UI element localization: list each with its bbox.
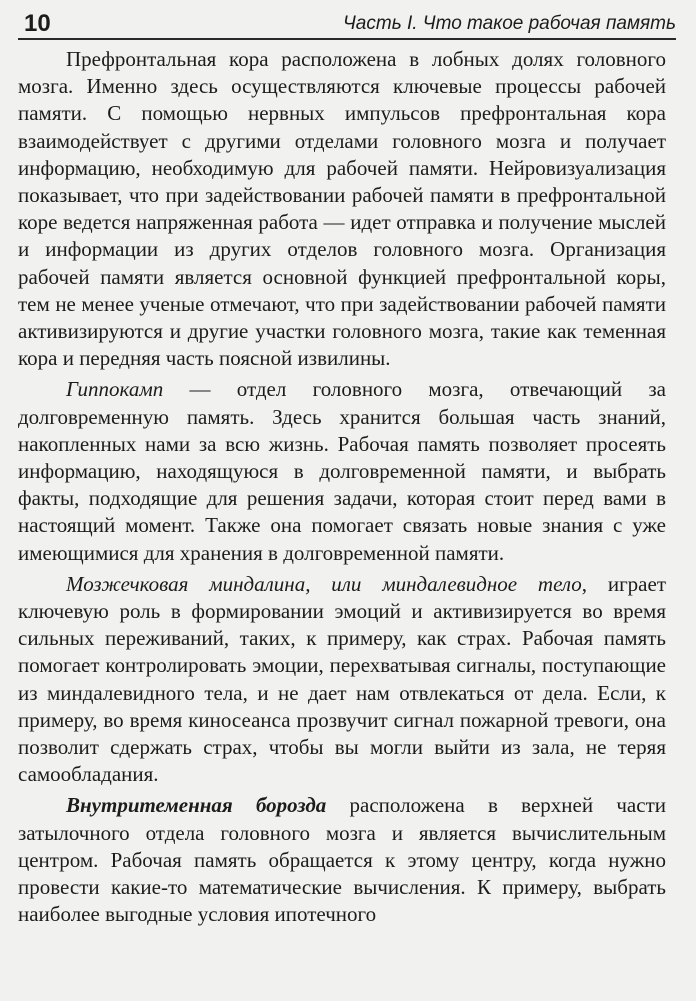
term-hippocampus: Гиппокамп bbox=[66, 377, 164, 402]
page-header bbox=[18, 10, 676, 40]
paragraph-text: — отдел головного мозга, отвечающий за долговременную память. Здесь хранится большая часть знаний, накопленных нами за всю жизнь. Рабочая память позволяет просеять информацию, находящуюся в долговременной памяти, и выбрать факты, подходящие для решения задачи, которая стоит перед вами в настоящий момент. Также она помогает связать новые знания с уже имеющимися для хранения в долговременной памяти. bbox=[18, 377, 666, 565]
term-intraparietal-sulcus: Внутритеменная борозда bbox=[66, 793, 327, 818]
term-amygdala: Мозжечковая миндалина, или миндалевидное тело bbox=[66, 571, 582, 596]
paragraph-text: расположена в верхней части затылочного отдела головного мозга и является вычислительным центром. Рабочая память обращается к этому центру, когда нужно провести какие-то математические вычисления. К примеру, выбрать наиболее выгодные условия ипотечного bbox=[18, 793, 666, 927]
body-text bbox=[18, 46, 666, 933]
paragraph-prefrontal-cortex bbox=[18, 46, 666, 372]
running-head: Часть I. Что такое рабочая память bbox=[343, 13, 676, 34]
paragraph-amygdala bbox=[18, 571, 666, 789]
page-number: 10 bbox=[24, 10, 51, 37]
paragraph-intraparietal-sulcus bbox=[18, 792, 666, 928]
paragraph-text: , играет ключевую роль в формировании эмоций и активизируется во время сильных переживаний, таких, к примеру, как страх. Рабочая память помогает контролировать эмоции, перехватывая сигналы, поступающие из миндалевидного тела, и не дает нам отвлекаться от дела. Если, к примеру, во время киносеанса прозвучит сигнал пожарной тревоги, она позволит сдержать страх, чтобы вы могли выйти из зала, не теряя самообладания. bbox=[18, 571, 667, 787]
paragraph-hippocampus bbox=[18, 376, 666, 566]
paragraph-text: Префронтальная кора расположена в лобных долях головного мозга. Именно здесь осуществляются ключевые процессы рабочей памяти. С помощью нервных импульсов префронтальная кора взаимодействует с другими отделами головного мозга и получает информацию, необходимую для рабочей памяти. Нейровизуализация показывает, что при задействовании рабочей памяти в префронтальной коре ведется напряженная работа — идет отправка и получение мыслей и информации из других отделов головного мозга. Организация рабочей памяти является основной функцией префронтальной коры, тем не менее ученые отмечают, что при задействовании рабочей памяти активизируются и другие участки головного мозга, такие как теменная кора и передняя часть поясной извилины. bbox=[18, 47, 666, 371]
